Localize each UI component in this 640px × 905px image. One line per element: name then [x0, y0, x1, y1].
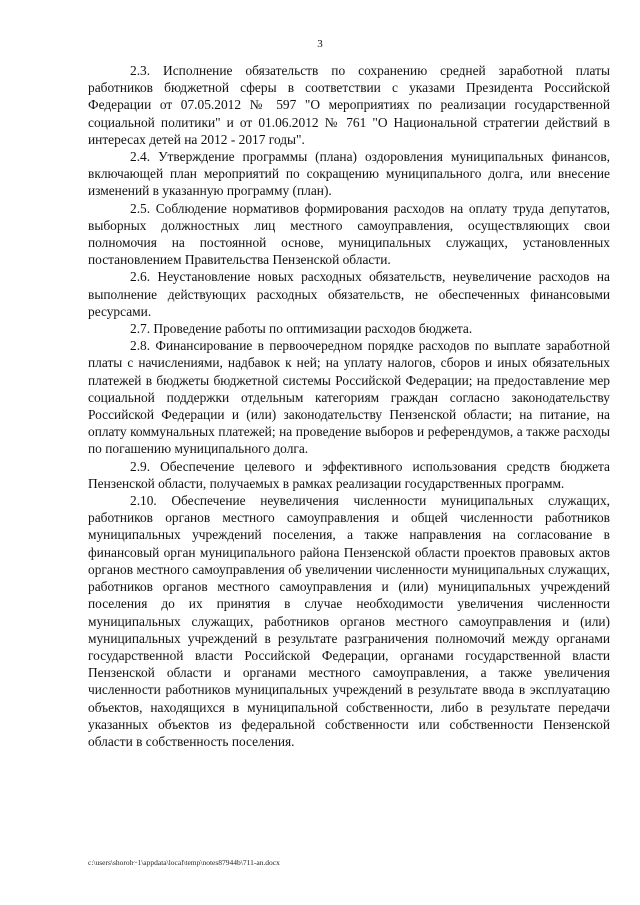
paragraph-2-5: 2.5. Соблюдение нормативов формирования расходов на оплату труда депутатов, выборных должностных лиц местного самоуправления, осуществляющих свои полномочия на постоянной основе, муниципальных служащих, установленных постановлением Правительства Пензенской области. [88, 200, 610, 268]
page-number: 3 [317, 38, 323, 50]
paragraph-2-10: 2.10. Обеспечение неувеличения численности муниципальных служащих, работников органов местного самоуправления и общей численности работников муниципальных учреждений поселения, а также направления на согласование в финансовый орган муниципального района Пензенской области проектов правовых актов органов местного самоуправления об увеличении численности муниципальных служащих, работников органов местного самоуправления и (или) муниципальных учреждений поселения до их принятия в случае необходимости увеличения численности муниципальных служащих, работников органов местного самоуправления и (или) муниципальных учреждений в результате разграничения полномочий между органами государственной власти Российской Федерации, органами государственной власти Пензенской области и органами местного самоуправления, а также увеличения численности работников муниципальных учреждений в результате ввода в эксплуатацию объектов, находящихся в муниципальной собственности, либо в результате передачи указанных объектов из федеральной собственности или собственности Пензенской области в собственность поселения. [88, 493, 610, 749]
paragraph-2-3: 2.3. Исполнение обязательств по сохранению средней заработной платы работников бюджетной сферы в соответствии с указами Президента Российской Федерации от 07.05.2012 № 597 "О мероприятиях по реализации государственной социальной политики" и от 01.06.2012 № 761 "О Национальной стратегии действий в интересах детей на 2012 - 2017 годы". [88, 63, 610, 147]
paragraph-2-9: 2.9. Обеспечение целевого и эффективного использования средств бюджета Пензенской области, получаемых в рамках реализации государственных программ. [88, 458, 610, 491]
document-body [88, 62, 610, 750]
paragraph-2-4: 2.4. Утверждение программы (плана) оздоровления муниципальных финансов, включающей план мероприятий по сокращению муниципального долга, или внесение изменений в указанную программу (план). [88, 149, 610, 199]
paragraph-2-8: 2.8. Финансирование в первоочередном порядке расходов по выплате заработной платы с начислениями, надбавок к ней; на уплату налогов, сборов и иных обязательных платежей в бюджеты бюджетной системы Российской Федерации; на предоставление мер социальной поддержки отдельным категориям граждан согласно законодательству Российской Федерации и (или) законодательству Пензенской области; на питание, на оплату коммунальных платежей; на проведение выборов и референдумов, а также расходы по погашению муниципального долга. [88, 338, 610, 457]
paragraph-2-7: 2.7. Проведение работы по оптимизации расходов бюджета. [130, 321, 473, 337]
paragraph-2-6: 2.6. Неустановление новых расходных обязательств, неувеличение расходов на выполнение действующих расходных обязательств, не обеспеченных финансовыми ресурсами. [88, 269, 610, 319]
footer-file-path: c:\users\shoroh~1\appdata\local\temp\notes87944b\711-an.docx [88, 858, 280, 867]
